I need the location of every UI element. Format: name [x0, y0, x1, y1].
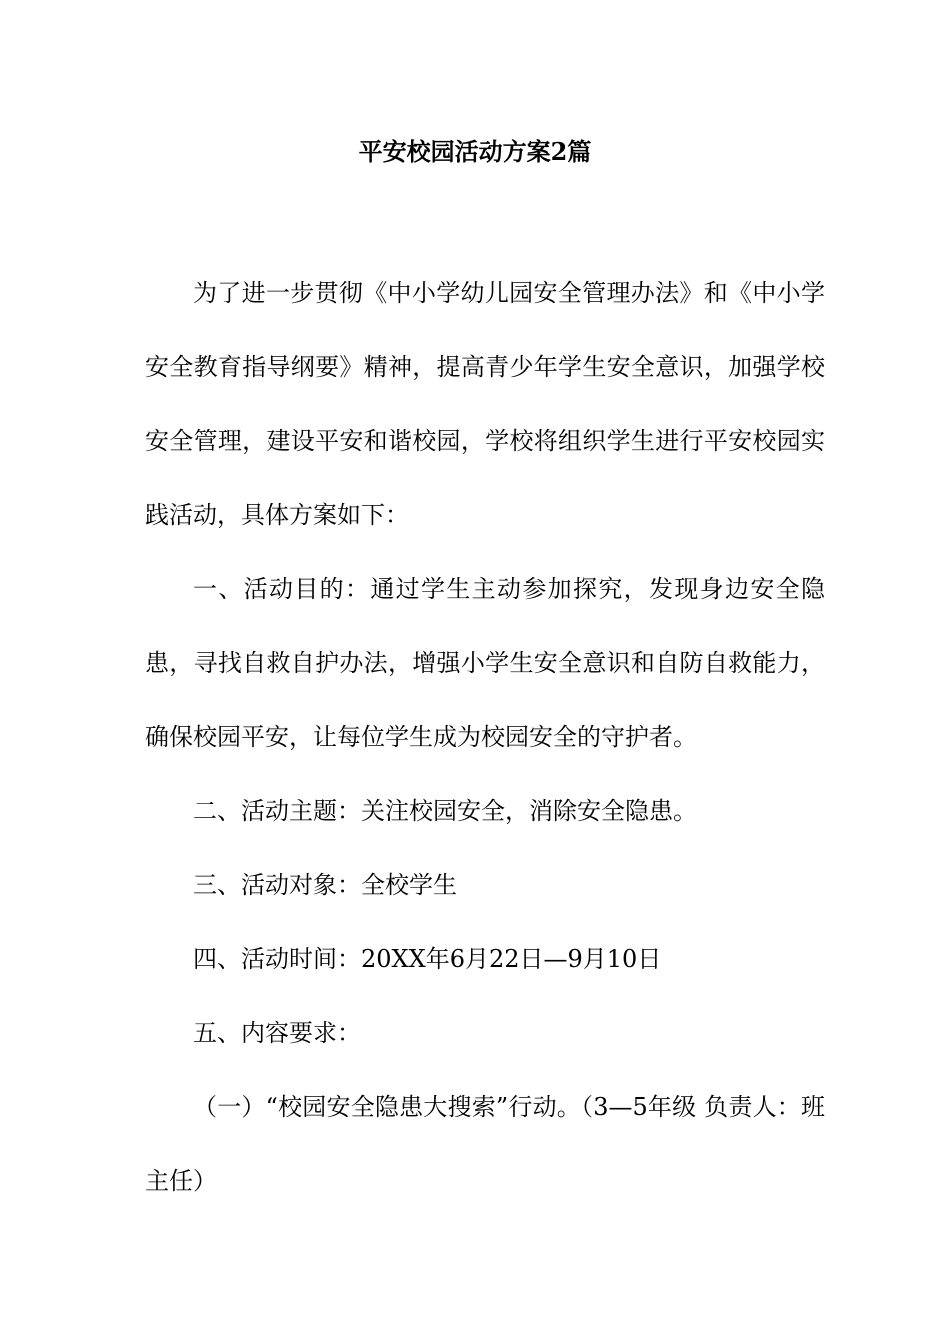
paragraph-theme: 二、活动主题：关注校园安全，消除安全隐患。 — [193, 797, 697, 825]
paragraph-requirements: 五、内容要求： — [193, 1019, 361, 1047]
document-body — [145, 256, 825, 1218]
paragraph-purpose: 一、活动目的：通过学生主动参加探究，发现身边安全隐患，寻找自救自护办法，增强小学生安全意识和自防自救能力，确保校园平安，让每位学生成为校园安全的守护者。 — [145, 575, 825, 751]
paragraph-target: 三、活动对象：全校学生 — [193, 871, 457, 899]
paragraph-item-one: （一）“校园安全隐患大搜索”行动。（3—5年级 负责人：班主任） — [145, 1093, 825, 1195]
paragraph-intro: 为了进一步贯彻《中小学幼儿园安全管理办法》和《中小学安全教育指导纲要》精神，提高青少年学生安全意识，加强学校安全管理，建设平安和谐校园，学校将组织学生进行平安校园实践活动，具体方案如下： — [145, 279, 825, 529]
document-title: 平安校园活动方案2篇 — [358, 137, 592, 166]
paragraph-time: 四、活动时间：20XX年6月22日—9月10日 — [193, 945, 662, 973]
